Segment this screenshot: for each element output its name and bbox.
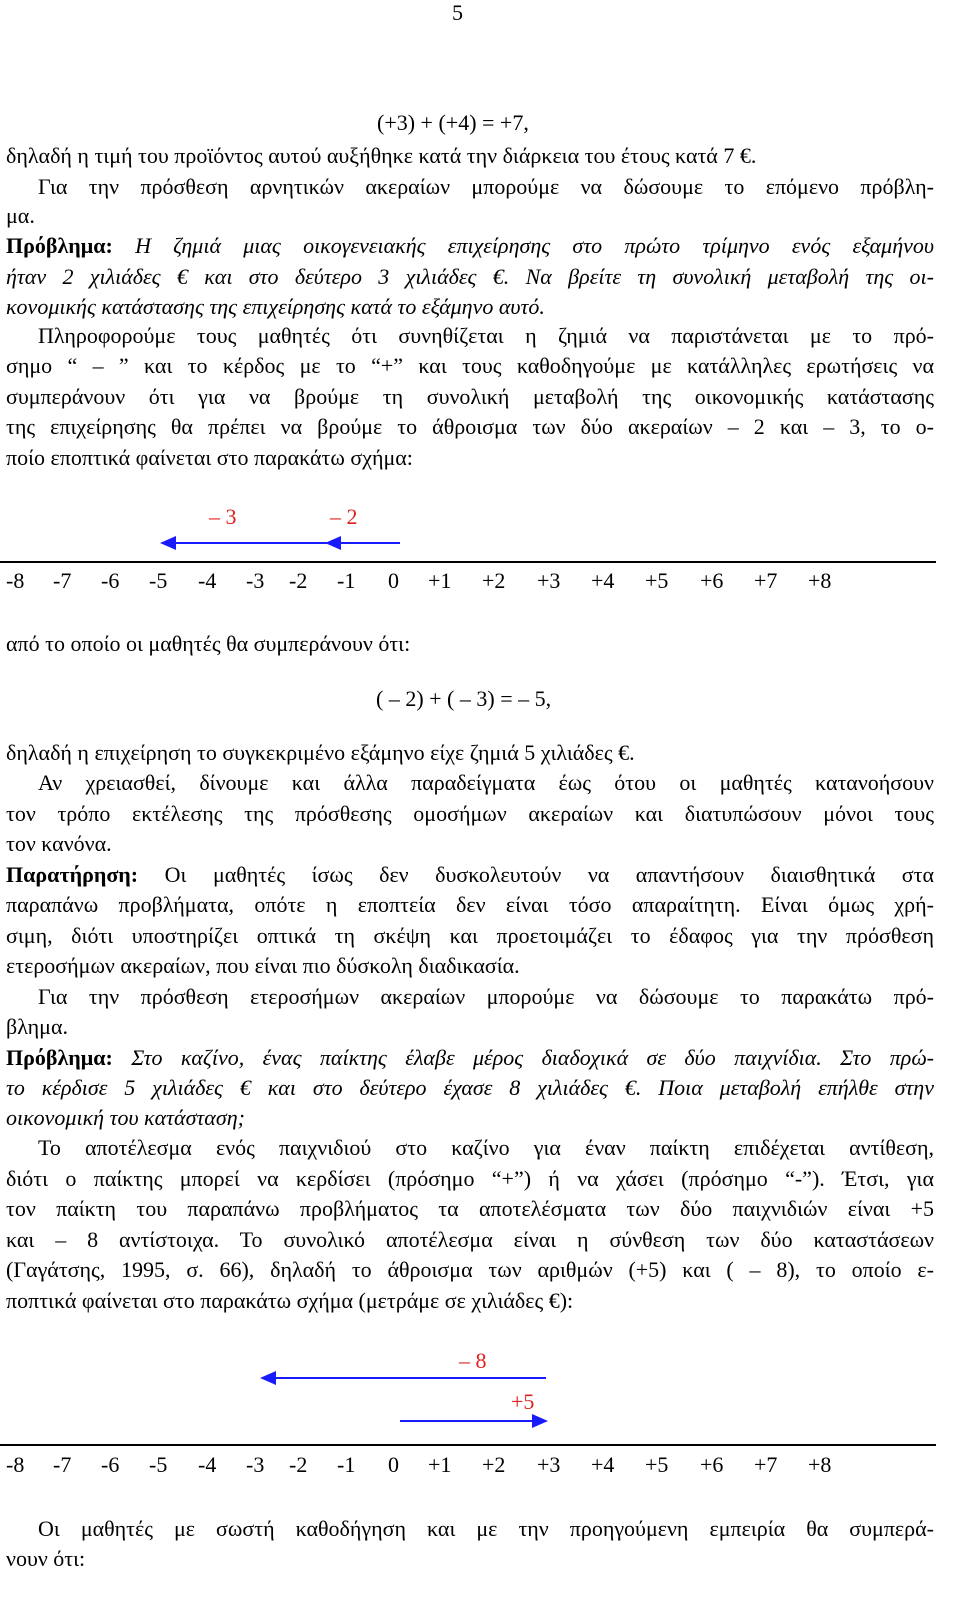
figure2-tick-10: +2 bbox=[482, 1452, 506, 1477]
figure1-label-minus2: – 2 bbox=[330, 504, 358, 529]
figure1-tick-3: -5 bbox=[149, 568, 168, 593]
figure2-tick-4: -4 bbox=[198, 1452, 217, 1477]
figure1-tick-8: 0 bbox=[388, 568, 399, 593]
page-number: 5 bbox=[452, 0, 463, 25]
figure2-tick-13: +5 bbox=[645, 1452, 669, 1477]
observation-text: Οι μαθητές ίσως δεν δυσκολευτούν να απαντήσουν διαισθητικά στα bbox=[138, 862, 934, 887]
text-line: συμπεράνουν ότι για να βρούμε τη συνολική μεταβολή της οικονομικής κατάστασης bbox=[6, 384, 934, 409]
figure2-tick-16: +8 bbox=[808, 1452, 832, 1477]
figure2-tick-3: -5 bbox=[149, 1452, 168, 1477]
figure2-axis-line bbox=[0, 1444, 936, 1446]
text-line: δηλαδή η επιχείρηση το συγκεκριμένο εξάμηνο είχε ζημιά 5 χιλιάδες €. bbox=[6, 740, 635, 765]
text-line: (Γαγάτσης, 1995, σ. 66), δηλαδή το άθροισμα των αριθμών (+5) και ( – 8), το οποίο ε- bbox=[6, 1257, 934, 1282]
figure1-axis-line bbox=[0, 561, 936, 563]
text-line: Για την πρόσθεση ετεροσήμων ακεραίων μπορούμε να δώσουμε το παρακάτω πρό- bbox=[38, 984, 934, 1009]
problem-text: ήταν 2 χιλιάδες € και στο δεύτερο 3 χιλιάδες €. Να βρείτε τη συνολική μεταβολή της οι- bbox=[6, 264, 934, 289]
problem-text: οικονομική του κατάσταση; bbox=[6, 1105, 245, 1130]
figure1-label-minus3: – 3 bbox=[209, 504, 237, 529]
figure1-tick-15: +7 bbox=[754, 568, 778, 593]
figure1-tick-9: +1 bbox=[428, 568, 452, 593]
text-line: Οι μαθητές με σωστή καθοδήγηση και με την προηγούμενη εμπειρία θα συμπερά- bbox=[38, 1516, 934, 1541]
figure2-tick-2: -6 bbox=[101, 1452, 120, 1477]
problem-text: κονομικής κατάστασης της επιχείρησης κατά το εξάμηνο αυτό. bbox=[6, 294, 545, 319]
figure2-tick-8: 0 bbox=[388, 1452, 399, 1477]
figure1-tick-14: +6 bbox=[700, 568, 724, 593]
text-line: ποίο εποπτικά φαίνεται στο παρακάτω σχήμα: bbox=[6, 445, 413, 470]
figure2-tick-14: +6 bbox=[700, 1452, 724, 1477]
text-line: βλημα. bbox=[6, 1014, 68, 1039]
text-line: παραπάνω προβλήματα, οπότε η εποπτεία δεν είναι τόσο απαραίτητη. Είναι όμως χρή- bbox=[6, 892, 934, 917]
figure1-tick-5: -3 bbox=[246, 568, 265, 593]
figure2-label-plus5: +5 bbox=[511, 1389, 535, 1414]
figure2-arrow-minus8 bbox=[0, 1365, 960, 1395]
text-line: και – 8 αντίστοιχα. Το συνολικό αποτέλεσμα είναι η σύνθεση των δύο καταστάσεων bbox=[6, 1227, 934, 1252]
text-line: δηλαδή η τιμή του προϊόντος αυτού αυξήθηκε κατά την διάρκεια του έτους κατά 7 €. bbox=[6, 143, 757, 168]
figure2-tick-1: -7 bbox=[53, 1452, 72, 1477]
text-line: τον κανόνα. bbox=[6, 831, 112, 856]
figure1-arrow-minus3-head bbox=[160, 536, 176, 550]
problem-text: το κέρδισε 5 χιλιάδες € και στο δεύτερο έχασε 8 χιλιάδες €. Ποια μεταβολή επήλθε στην bbox=[6, 1075, 934, 1100]
problem-label: Πρόβλημα: bbox=[6, 1045, 113, 1070]
text-line: από το οποίο οι μαθητές θα συμπεράνουν ότι: bbox=[6, 631, 411, 656]
figure1-tick-2: -6 bbox=[101, 568, 120, 593]
problem-text: Η ζημιά μιας οικογενειακής επιχείρησης στο πρώτο τρίμηνο ενός εξαμήνου bbox=[135, 233, 934, 258]
problem-2-line bbox=[6, 1107, 245, 1129]
observation bbox=[6, 864, 934, 886]
figure2-arrow-minus8-head bbox=[260, 1371, 276, 1385]
problem-1 bbox=[6, 235, 934, 257]
figure1-tick-16: +8 bbox=[808, 568, 832, 593]
figure2-tick-12: +4 bbox=[591, 1452, 615, 1477]
figure1-tick-12: +4 bbox=[591, 568, 615, 593]
figure1-tick-4: -4 bbox=[198, 568, 217, 593]
figure1-tick-10: +2 bbox=[482, 568, 506, 593]
text-line: σημο “ – ” και το κέρδος με το “+” και τους καθοδηγούμε με κατάλληλες ερωτήσεις να bbox=[6, 353, 934, 378]
figure1-arrows bbox=[0, 530, 960, 560]
text-line: σιμη, διότι υποστηρίζει οπτικά τη σκέψη και προετοιμάζει το έδαφος για την πρόσθεση bbox=[6, 923, 934, 948]
problem-label: Πρόβλημα: bbox=[6, 233, 113, 258]
figure2-tick-7: -1 bbox=[337, 1452, 356, 1477]
figure2-tick-5: -3 bbox=[246, 1452, 265, 1477]
text-line: ετεροσήμων ακεραίων, που είναι πιο δύσκολη διαδικασία. bbox=[6, 953, 520, 978]
figure2-tick-15: +7 bbox=[754, 1452, 778, 1477]
problem-1-line bbox=[6, 266, 934, 288]
figure1-tick-0: -8 bbox=[6, 568, 25, 593]
figure1-tick-11: +3 bbox=[537, 568, 561, 593]
figure2-tick-6: -2 bbox=[289, 1452, 308, 1477]
text-line: Πληροφορούμε τους μαθητές ότι συνηθίζεται η ζημιά να παριστάνεται με το πρό- bbox=[38, 323, 934, 348]
problem-text: Στο καζίνο, ένας παίκτης έλαβε μέρος διαδοχικά σε δύο παιχνίδια. Στο πρώ- bbox=[112, 1045, 934, 1070]
observation-label: Παρατήρηση: bbox=[6, 862, 139, 887]
text-line: της επιχείρησης θα πρέπει να βρούμε το άθροισμα των δύο ακεραίων – 2 και – 3, το ο- bbox=[6, 414, 934, 439]
problem-2 bbox=[6, 1047, 934, 1069]
equation-1: (+3) + (+4) = +7, bbox=[377, 110, 529, 135]
problem-1-line bbox=[6, 296, 545, 318]
text-line: Το αποτέλεσμα ενός παιχνιδιού στο καζίνο για έναν παίκτη επιδέχεται αντίθεση, bbox=[38, 1135, 934, 1160]
text-line: Για την πρόσθεση αρνητικών ακεραίων μπορούμε να δώσουμε το επόμενο πρόβλη- bbox=[38, 174, 934, 199]
text-line: διότι ο παίκτης μπορεί να κερδίσει (πρόσημο “+”) ή να χάσει (πρόσημο “-”). Έτσι, για bbox=[6, 1166, 934, 1191]
text-line: ποπτικά φαίνεται στο παρακάτω σχήμα (μετράμε σε χιλιάδες €): bbox=[6, 1288, 574, 1313]
figure1-tick-13: +5 bbox=[645, 568, 669, 593]
figure2-label-minus8: – 8 bbox=[459, 1348, 487, 1373]
text-line: νουν ότι: bbox=[6, 1546, 86, 1571]
figure2-arrow-plus5 bbox=[0, 1408, 960, 1438]
figure1-tick-1: -7 bbox=[53, 568, 72, 593]
figure2-tick-9: +1 bbox=[428, 1452, 452, 1477]
text-line: μα. bbox=[6, 203, 35, 228]
problem-2-line bbox=[6, 1077, 934, 1099]
figure2-tick-11: +3 bbox=[537, 1452, 561, 1477]
text-line: τον παίκτη του παραπάνω προβλήματος τα αποτελέσματα των δύο παιχνιδιών είναι +5 bbox=[6, 1196, 934, 1221]
text-line: Αν χρειασθεί, δίνουμε και άλλα παραδείγματα έως ότου οι μαθητές κατανοήσουν bbox=[38, 770, 934, 795]
equation-2: ( – 2) + ( – 3) = – 5, bbox=[376, 686, 552, 711]
text-line: τον τρόπο εκτέλεσης της πρόσθεσης ομοσήμων ακεραίων και διατυπώσουν μόνοι τους bbox=[6, 801, 934, 826]
figure1-arrow-minus2-head bbox=[325, 536, 341, 550]
figure1-tick-6: -2 bbox=[289, 568, 308, 593]
figure1-tick-7: -1 bbox=[337, 568, 356, 593]
figure2-arrow-plus5-head bbox=[532, 1414, 548, 1428]
figure2-tick-0: -8 bbox=[6, 1452, 25, 1477]
